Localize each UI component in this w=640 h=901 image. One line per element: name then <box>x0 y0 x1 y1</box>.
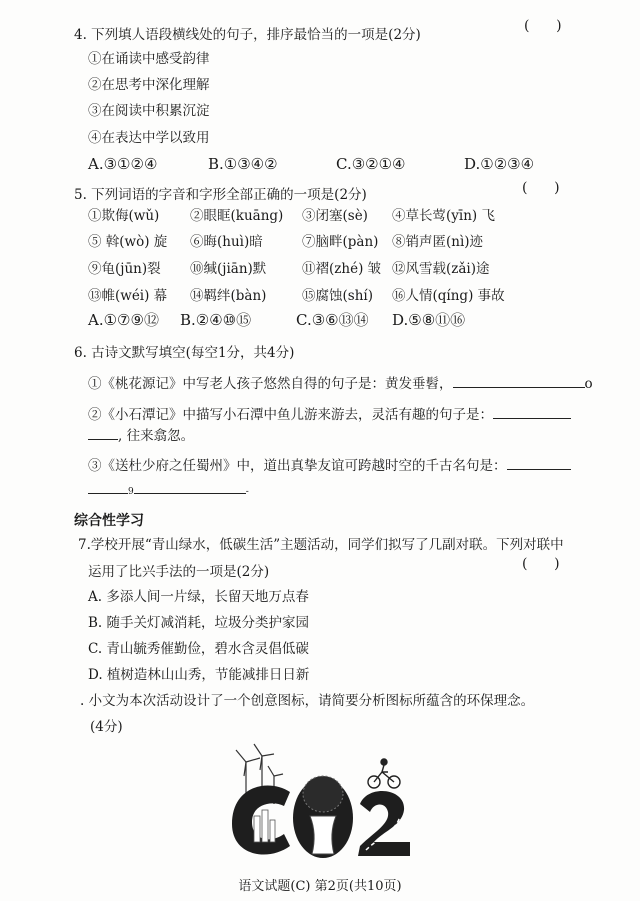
q6-line-3-end: - <box>245 487 249 497</box>
q6-line-2-text: ②《小石潭记》中描写小石潭中鱼儿游来游去，灵活有趣的句子是： <box>88 407 493 423</box>
q6-line-2b-text: , 往来翕忽。 <box>118 428 195 444</box>
q5-choice-d[interactable]: D.⑤⑧⑪⑯ <box>392 311 466 329</box>
q4-choice-d[interactable]: D.①②③④ <box>464 155 535 173</box>
q7-stem-1: 7.学校开展“青山绿水，低碳生活”主题活动，同学们拟写了几副对联。下列对联中 <box>78 537 564 553</box>
q7-stem-2: 运用了比兴手法的一项是(2分) <box>88 564 270 580</box>
q5-word-9: ⑨龟(jūn)裂 <box>88 261 161 277</box>
q4-item-1: ①在诵读中感受韵律 <box>88 51 210 67</box>
q5-row-3 <box>88 260 490 278</box>
section-title: 综合性学习 <box>74 513 144 529</box>
q5-word-3: ③闭塞(sè) <box>302 208 368 224</box>
q5-word-7: ⑦脑畔(pàn) <box>302 234 379 250</box>
co2-logo-image <box>228 742 418 860</box>
q6-line-1-text: ①《桃花源记》中写老人孩子悠然自得的句子是：黄发垂髫， <box>88 376 453 392</box>
q6-line-3-sep: 9 <box>128 487 134 497</box>
q4-item-4: ④在表达中学以致用 <box>88 130 210 146</box>
q6-line-1 <box>88 374 593 393</box>
q5-stem: 5. 下列词语的字音和字形全部正确的一项是(2分) <box>74 187 367 203</box>
q5-word-12: ⑫风雪载(zǎi)途 <box>392 261 490 277</box>
q5-answer-paren[interactable]: ( ) <box>522 180 560 196</box>
q5-word-16: ⑯人情(qíng) 事故 <box>392 288 505 304</box>
number-2-shape <box>358 791 410 856</box>
q6-line-2 <box>88 405 571 424</box>
q4-answer-paren[interactable]: ( ) <box>524 18 562 34</box>
q5-word-8: ⑧销声匿(nì)迹 <box>392 234 484 250</box>
q8-stem: . 小文为本次活动设计了一个创意图标，请简要分析图标所蕴含的环保理念。 <box>80 693 535 709</box>
q6-stem: 6. 古诗文默写填空(每空1分，共4分) <box>74 345 295 361</box>
q6-blank-2b[interactable] <box>88 426 118 440</box>
q5-word-14: ⑭羁绊(bàn) <box>190 288 267 304</box>
q5-word-4: ④草长莺(yīn) 飞 <box>392 208 495 224</box>
q5-row-4 <box>88 287 505 305</box>
page-footer: 语文试题(C) 第2页(共10页) <box>238 879 402 894</box>
q7-option-b[interactable]: B. 随手关灯减消耗，垃圾分类护家园 <box>88 615 310 631</box>
q7-option-d[interactable]: D. 植树造林山山秀，节能减排日日新 <box>88 667 310 683</box>
q5-word-10: ⑩缄(jiān)默 <box>190 261 267 277</box>
q6-blank-3[interactable] <box>507 456 571 470</box>
q7-option-a[interactable]: A. 多添人间一片绿，长留天地万点春 <box>88 589 309 605</box>
q6-line-3b <box>88 480 249 501</box>
q5-word-15: ⑮腐蚀(shí) <box>302 288 373 304</box>
city-buildings-icon <box>254 810 275 842</box>
q5-word-1: ①欺侮(wǔ) <box>88 208 160 224</box>
q5-word-6: ⑥晦(huì)暗 <box>190 234 263 250</box>
q5-word-5: ⑤ 斡(wò) 旋 <box>88 234 168 250</box>
q5-choice-b[interactable]: B.②④⑩⑮ <box>180 311 252 329</box>
q5-row-2 <box>88 233 483 251</box>
cooling-tower-icon <box>310 816 336 854</box>
q4-choice-a[interactable]: A.③①②④ <box>88 155 158 173</box>
q7-option-c[interactable]: C. 青山毓秀催勤俭，碧水含灵倡低碳 <box>88 641 309 657</box>
q6-line-1-end: o <box>584 376 593 392</box>
q5-choice-a[interactable]: A.①⑦⑨⑫ <box>88 311 159 329</box>
q6-blank-4[interactable] <box>134 480 246 494</box>
q6-line-2b <box>88 426 194 445</box>
q5-word-2: ②眼眶(kuāng) <box>190 208 284 224</box>
q5-choice-c[interactable]: C.③⑥⑬⑭ <box>296 311 369 329</box>
q8-score: (4分) <box>90 719 123 735</box>
q6-blank-2[interactable] <box>493 405 571 419</box>
q5-row-1 <box>88 207 495 225</box>
q4-stem: 4. 下列填人语段横线处的句子，排序最恰当的一项是(2分) <box>74 27 421 43</box>
tree-crown-icon <box>303 776 343 812</box>
q6-line-3-text: ③《送杜少府之任蜀州》中，道出真挚友谊可跨越时空的千古名句是： <box>88 458 507 474</box>
q7-answer-paren[interactable]: ( ) <box>522 556 560 572</box>
q4-item-2: ②在思考中深化理解 <box>88 77 210 93</box>
q4-item-3: ③在阅读中积累沉淀 <box>88 103 210 119</box>
bicycle-icon <box>368 759 400 788</box>
q5-word-11: ⑪褶(zhé) 皱 <box>302 261 382 277</box>
q6-blank-3b[interactable] <box>88 480 128 494</box>
q4-choice-c[interactable]: C.③②①④ <box>336 155 406 173</box>
q4-choice-b[interactable]: B.①③④② <box>208 155 278 173</box>
q6-blank-1[interactable] <box>453 374 585 388</box>
letter-c-shape <box>232 786 290 855</box>
q6-line-3 <box>88 456 571 475</box>
q5-word-13: ⑬帷(wéi) 幕 <box>88 288 168 304</box>
